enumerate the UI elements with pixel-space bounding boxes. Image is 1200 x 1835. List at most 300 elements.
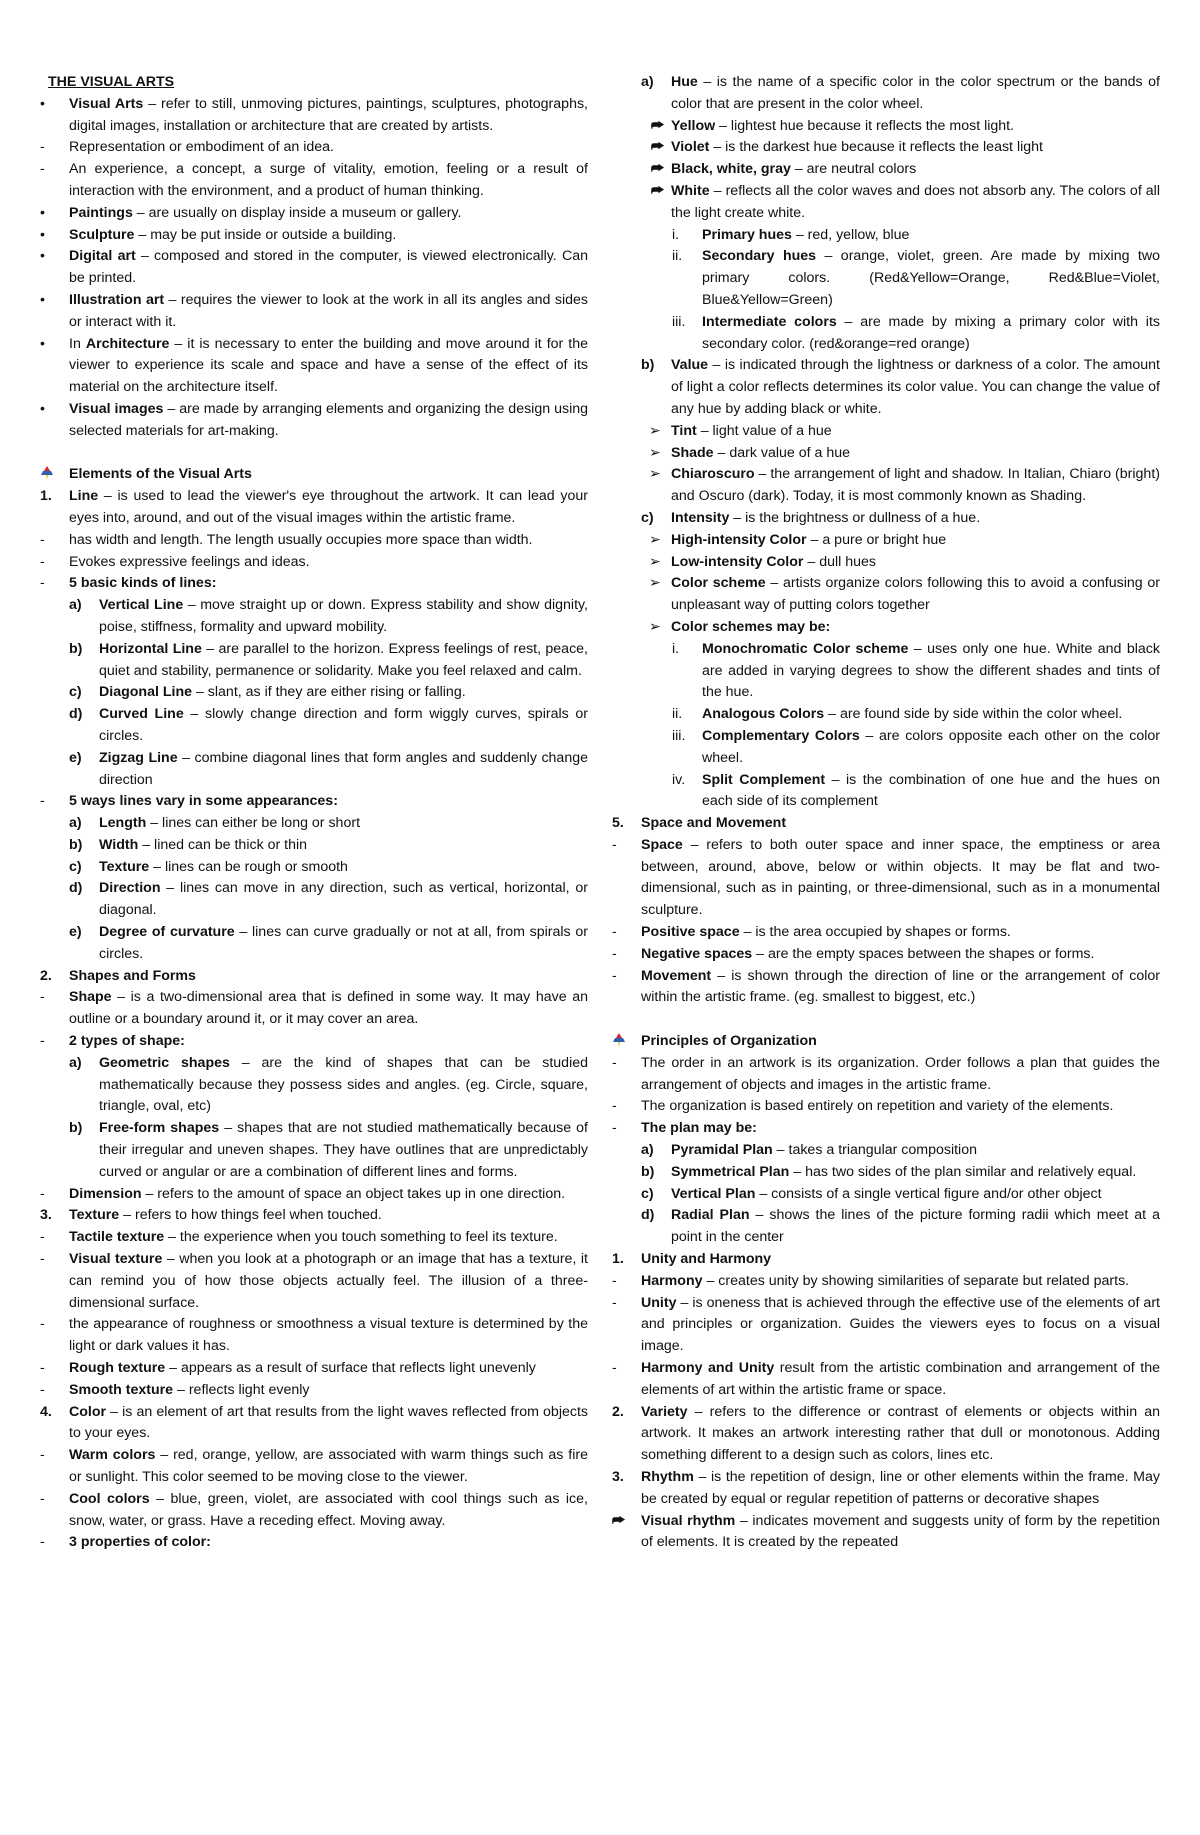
list-item	[612, 1140, 1160, 1162]
list-item	[40, 1184, 588, 1206]
list-item	[612, 1402, 1160, 1467]
arrow-bullet-icon: ⮫	[651, 117, 665, 134]
item-term: Variety	[641, 1403, 688, 1420]
item-text: – the arrangement of light and shadow. In Italian, Chiaro (bright) and Oscuro (dark). Today, it is most commonly known as Shading.	[671, 466, 1160, 505]
item-term: White	[671, 182, 710, 199]
item-text: – red, orange, yellow, are associated with warm things such as fire or sunlight. This color seemed to be moving close to the viewer.	[69, 1447, 588, 1485]
item-term: Shade	[671, 444, 714, 461]
arrow-bullet-icon: ➢	[649, 466, 661, 483]
item-text: The organization is based entirely on repetition and variety of the elements.	[641, 1098, 1114, 1115]
item-text: – light value of a hue	[696, 422, 832, 439]
item-term: Positive space	[641, 924, 740, 941]
list-item	[612, 1293, 1160, 1358]
list-item	[612, 1162, 1160, 1184]
list-item	[40, 595, 588, 639]
number-marker: 3.	[40, 1207, 52, 1224]
item-text: – are found side by side within the color wheel.	[824, 706, 1123, 723]
item-text: – slowly change direction and form wiggly curves, spirals or circles.	[99, 706, 588, 744]
roman-marker: i.	[672, 640, 680, 657]
list-item	[612, 159, 1160, 181]
item-term: Free-form shapes	[99, 1120, 220, 1137]
list-item	[40, 1489, 588, 1533]
list-item	[40, 486, 588, 530]
list-item	[612, 246, 1160, 311]
item-term: Line	[69, 488, 99, 505]
dash-marker: -	[40, 989, 45, 1006]
list-item	[612, 1271, 1160, 1293]
pushpin-icon	[612, 1033, 626, 1047]
item-text: – takes a triangular composition	[772, 1142, 977, 1159]
list-item	[40, 857, 588, 879]
item-text: – is the brightness or dullness of a hue.	[729, 509, 981, 526]
list-item	[612, 1184, 1160, 1206]
item-text: – shapes that are not studied mathematically because of their irregular and uneven shapes. They have outlines that are unpredictably curved or angular or are a combination of different lines and forms.	[99, 1120, 588, 1180]
item-term: Violet	[671, 139, 710, 156]
list-item	[612, 1096, 1160, 1118]
item-term: Chiaroscuro	[671, 466, 755, 483]
item-term: Principles of Organization	[641, 1033, 817, 1050]
item-term: Value	[671, 357, 709, 374]
item-term: Black, white, gray	[671, 161, 791, 178]
item-text: – refers to the difference or contrast of elements or objects within an artwork. It makes an artwork interesting rather that dull or monotonous. Adding something different to a design such as colors, lines etc.	[641, 1403, 1160, 1464]
item-text: – appears as a result of surface that reflects light unevenly	[165, 1360, 536, 1377]
item-term: Zigzag Line	[99, 749, 178, 766]
item-text: – refers to the amount of space an object takes up in one direction.	[141, 1185, 566, 1202]
list-item	[40, 94, 588, 138]
list-item	[40, 639, 588, 683]
item-term: Visual Arts	[69, 95, 144, 112]
arrow-bullet-icon: ➢	[649, 618, 661, 635]
bullet-icon: •	[40, 204, 45, 221]
item-term: Digital art	[69, 248, 136, 265]
list-item	[40, 1314, 588, 1358]
item-term: Length	[99, 815, 147, 832]
letter-marker: a)	[69, 815, 82, 832]
list-item	[40, 878, 588, 922]
letter-marker: c)	[69, 858, 82, 875]
item-text: – slant, as if they are either rising or falling.	[192, 684, 466, 701]
item-term: Intensity	[671, 509, 730, 526]
right-column	[612, 72, 1160, 1554]
item-text: – lined can be thick or thin	[138, 836, 308, 853]
list-item	[612, 443, 1160, 465]
item-term: Shape	[69, 989, 112, 1006]
letter-marker: a)	[69, 597, 82, 614]
item-term: Dimension	[69, 1185, 142, 1202]
list-item	[612, 137, 1160, 159]
roman-marker: iii.	[672, 313, 686, 330]
item-term: Harmony	[641, 1272, 703, 1289]
list-item	[612, 1118, 1160, 1140]
list-item	[612, 530, 1160, 552]
item-term: The plan may be:	[641, 1120, 757, 1137]
letter-marker: a)	[641, 74, 654, 90]
list-item	[612, 181, 1160, 225]
dash-marker: -	[40, 531, 45, 548]
list-item	[40, 682, 588, 704]
item-text: – is the darkest hue because it reflects the least light	[709, 139, 1043, 156]
item-text: – is a two-dimensional area that is defined in some way. It may have an outline or a boundary around it, or it may cover an area.	[69, 989, 588, 1028]
item-term: Elements of the Visual Arts	[69, 466, 252, 483]
item-term: 2 types of shape:	[69, 1033, 185, 1050]
section-heading	[40, 464, 588, 486]
dash-marker: -	[612, 1054, 617, 1071]
letter-marker: d)	[69, 880, 83, 897]
item-term: Space and Movement	[641, 815, 787, 832]
list-item	[40, 203, 588, 225]
document-title: THE VISUAL ARTS	[48, 74, 175, 90]
list-item	[40, 1445, 588, 1489]
number-marker: 1.	[40, 488, 52, 505]
list-item	[40, 813, 588, 835]
item-term: High-intensity Color	[671, 531, 807, 548]
blank-line	[612, 1009, 1160, 1031]
letter-marker: d)	[641, 1207, 655, 1224]
item-term: Primary hues	[702, 226, 792, 243]
item-term: Intermediate colors	[702, 313, 837, 330]
item-text: – is oneness that is achieved through the effective use of the elements of art and principles or organization. Guides the viewers eyes to focus on a visual image.	[641, 1294, 1160, 1355]
item-text: – orange, violet, green. Are made by mixing two primary colors. (Red&Yellow=Orange, Red&Blue=Violet, Blue&Yellow=Green)	[702, 248, 1160, 308]
list-item	[612, 552, 1160, 574]
item-term: Harmony and Unity	[641, 1360, 775, 1377]
item-term: Tactile texture	[69, 1229, 165, 1246]
bullet-icon: •	[40, 95, 45, 112]
item-text: – move straight up or down. Express stability and show dignity, poise, stiffness, formality and upward mobility.	[99, 597, 588, 635]
dash-marker: -	[40, 1381, 45, 1398]
roman-marker: ii.	[672, 248, 683, 265]
item-text: – dull hues	[803, 553, 876, 570]
list-item	[612, 116, 1160, 138]
item-text: – combine diagonal lines that form angles and suddenly change direction	[99, 749, 588, 788]
list-item	[40, 1053, 588, 1118]
arrow-bullet-icon: ➢	[649, 531, 661, 548]
list-item	[40, 1402, 588, 1446]
page-title	[40, 72, 588, 94]
letter-marker: d)	[69, 706, 83, 723]
bullet-icon: •	[40, 335, 45, 352]
list-item	[40, 159, 588, 203]
item-text: – blue, green, violet, are associated with cool things such as ice, snow, water, or grass. Have a receding effect. Moving away.	[69, 1490, 588, 1529]
list-item	[612, 1053, 1160, 1097]
letter-marker: b)	[641, 357, 655, 374]
item-prefix: In	[69, 335, 86, 352]
item-text: – shows the lines of the picture forming radii which meet at a point in the center	[671, 1207, 1160, 1246]
list-item	[40, 530, 588, 552]
roman-marker: ii.	[672, 706, 683, 723]
item-text: – is indicated through the lightness or darkness of a color. The amount of light a color reflects determines its color value. You can change the value of any hue by adding black or white.	[671, 357, 1160, 417]
dash-marker: -	[612, 836, 617, 853]
dash-marker: -	[40, 1316, 45, 1333]
item-text: – artists organize colors following this to avoid a confusing or unpleasant way of putting colors together	[671, 575, 1160, 614]
item-term: Vertical Plan	[671, 1185, 756, 1202]
list-item	[612, 770, 1160, 814]
list-item	[40, 987, 588, 1031]
item-term: Hue	[671, 74, 698, 90]
blank-line	[40, 443, 588, 465]
item-text: – may be put inside or outside a building.	[134, 226, 397, 243]
item-text: Evokes expressive feelings and ideas.	[69, 553, 310, 570]
dash-marker: -	[40, 161, 45, 178]
item-term: Visual rhythm	[641, 1512, 736, 1529]
arrow-bullet-icon: ⮫	[612, 1512, 626, 1529]
list-item	[40, 966, 588, 988]
item-text: – are made by mixing a primary color with its secondary color. (red&orange=red orange)	[702, 313, 1160, 352]
item-term: Pyramidal Plan	[671, 1142, 773, 1159]
roman-marker: i.	[672, 226, 680, 243]
item-term: Warm colors	[69, 1447, 156, 1464]
letter-marker: a)	[641, 1142, 654, 1159]
list-item	[612, 1249, 1160, 1271]
item-text: – refers to how things feel when touched.	[119, 1207, 382, 1224]
list-item	[40, 748, 588, 792]
list-item	[612, 835, 1160, 922]
item-term: Negative spaces	[641, 945, 753, 962]
number-marker: 1.	[612, 1251, 624, 1268]
item-term: Texture	[69, 1207, 120, 1224]
dash-marker: -	[40, 1185, 45, 1202]
item-text: – is shown through the direction of line or the arrangement of color within the artistic frame. (eg. smallest to biggest, etc.)	[641, 967, 1160, 1006]
list-item	[612, 704, 1160, 726]
item-text: – creates unity by showing similarities of separate but related parts.	[702, 1272, 1130, 1289]
item-term: Cool colors	[69, 1490, 150, 1507]
bullet-icon: •	[40, 400, 45, 417]
arrow-bullet-icon: ➢	[649, 422, 661, 439]
item-text: – is an element of art that results from the light waves reflected from objects to your eyes.	[69, 1403, 588, 1442]
item-text: – refer to still, unmoving pictures, paintings, sculptures, photographs, digital images, installation or architecture that are created by artists.	[69, 95, 588, 134]
arrow-bullet-icon: ➢	[649, 553, 661, 570]
item-term: Width	[99, 836, 139, 853]
item-term: Symmetrical Plan	[671, 1163, 790, 1180]
list-item	[612, 726, 1160, 770]
letter-marker: e)	[69, 924, 82, 941]
item-term: Rhythm	[641, 1469, 694, 1485]
list-item	[40, 1249, 588, 1314]
dash-marker: -	[612, 1120, 617, 1137]
list-item	[40, 1227, 588, 1249]
letter-marker: c)	[69, 684, 82, 701]
arrow-bullet-icon: ➢	[649, 575, 661, 592]
letter-marker: b)	[69, 1120, 83, 1137]
dash-marker: -	[612, 945, 617, 962]
item-text: – is the repetition of design, line or other elements within the frame. May be created by equal or regular repetition of patterns or decorative shapes	[641, 1469, 1160, 1507]
item-text: – lines can move in any direction, such as vertical, horizontal, or diagonal.	[99, 880, 588, 919]
item-term: Visual images	[69, 400, 164, 417]
arrow-bullet-icon: ⮫	[651, 161, 665, 178]
item-text: – lightest hue because it reflects the most light.	[715, 117, 1015, 134]
list-item	[612, 813, 1160, 835]
item-text: – refers to both outer space and inner space, the emptiness or area between, around, above, below or within objects. It may be flat and two-dimensional, such as in painting, or three-dimensional, such as in a monumental sculpture.	[641, 836, 1160, 919]
dash-marker: -	[40, 575, 45, 592]
item-text: – are made by arranging elements and organizing the design using selected materials for art-making.	[69, 400, 589, 439]
roman-marker: iv.	[672, 771, 686, 788]
bullet-icon: •	[40, 291, 45, 308]
list-item	[612, 922, 1160, 944]
dash-marker: -	[40, 1033, 45, 1050]
list-item	[612, 1467, 1160, 1511]
letter-marker: b)	[69, 836, 83, 853]
item-text: – are the kind of shapes that can be studied mathematically because they possess sides and angles. (eg. Circle, square, triangle, oval, etc)	[99, 1054, 588, 1115]
item-term: Yellow	[671, 117, 716, 134]
item-term: 5 basic kinds of lines:	[69, 575, 217, 592]
item-text: – indicates movement and suggests unity of form by the repetition of elements. It is created by the repeated	[641, 1512, 1160, 1551]
number-marker: 5.	[612, 815, 624, 832]
item-text: – composed and stored in the computer, is viewed electronically. Can be printed.	[69, 248, 588, 287]
item-text: – dark value of a hue	[713, 444, 851, 461]
item-term: Unity	[641, 1294, 677, 1311]
number-marker: 3.	[612, 1469, 624, 1485]
item-term: Horizontal Line	[99, 640, 202, 657]
dash-marker: -	[40, 1251, 45, 1268]
list-item	[612, 639, 1160, 704]
item-term: Illustration art	[69, 291, 165, 308]
item-text: – when you look at a photograph or an image that has a texture, it can remind you of how those objects actually feel. The illusion of a three-dimensional surface.	[69, 1251, 588, 1311]
list-item	[612, 617, 1160, 639]
list-item	[40, 399, 588, 443]
item-term: Texture	[99, 858, 150, 875]
item-text: – are the empty spaces between the shapes or forms.	[752, 945, 1095, 962]
item-term: Color scheme	[671, 575, 766, 592]
item-text: – reflects light evenly	[173, 1381, 310, 1398]
item-term: 3 properties of color:	[69, 1534, 211, 1551]
item-term: 5 ways lines vary in some appearances:	[69, 793, 338, 810]
letter-marker: e)	[69, 749, 82, 766]
list-item	[612, 464, 1160, 508]
dash-marker: -	[40, 793, 45, 810]
item-term: Direction	[99, 880, 161, 897]
dash-marker: -	[40, 1360, 45, 1377]
item-text: – is used to lead the viewer's eye throughout the artwork. It can lead your eyes into, around, and out of the visual images within the artistic frame.	[69, 488, 588, 526]
dash-marker: -	[40, 553, 45, 570]
number-marker: 4.	[40, 1403, 52, 1420]
item-text: – are parallel to the horizon. Express feelings of rest, peace, quiet and stability, permanence or solidarity. Make you feel relaxed and calm.	[99, 640, 588, 679]
roman-marker: iii.	[672, 727, 686, 744]
letter-marker: b)	[69, 640, 83, 657]
item-text: – lines can be rough or smooth	[149, 858, 348, 875]
list-item	[612, 1205, 1160, 1249]
item-text: Representation or embodiment of an idea.	[69, 139, 334, 156]
arrow-bullet-icon: ⮫	[651, 139, 665, 156]
letter-marker: c)	[641, 509, 654, 526]
item-text: – uses only one hue. White and black are added in varying degrees to show the different shades and tints of the hue.	[702, 640, 1160, 701]
item-text: – lines can curve gradually or not at all, from spirals or circles.	[99, 924, 588, 962]
list-item	[40, 1205, 588, 1227]
list-item	[40, 552, 588, 574]
item-term: Vertical Line	[99, 597, 184, 614]
item-term: Architecture	[85, 335, 170, 352]
dash-marker: -	[612, 1272, 617, 1289]
item-term: Space	[641, 836, 683, 853]
list-item	[612, 225, 1160, 247]
list-item	[40, 225, 588, 247]
dash-marker: -	[612, 1360, 617, 1377]
item-text: – is the combination of one hue and the hues on each side of its complement	[702, 771, 1160, 810]
arrow-bullet-icon: ➢	[649, 444, 661, 461]
list-item	[40, 1380, 588, 1402]
item-term: Monochromatic Color scheme	[702, 640, 909, 657]
item-term: Movement	[641, 967, 712, 984]
letter-marker: a)	[69, 1054, 82, 1071]
item-term: Smooth texture	[69, 1381, 174, 1398]
dash-marker: -	[612, 924, 617, 941]
item-term: Degree of curvature	[99, 924, 235, 941]
item-term: Tint	[671, 422, 697, 439]
list-item	[612, 312, 1160, 356]
item-text: – red, yellow, blue	[791, 226, 910, 243]
item-text: – lines can either be long or short	[146, 815, 361, 832]
list-item	[40, 1031, 588, 1053]
item-text: The order in an artwork is its organization. Order follows a plan that guides the arrangement of objects and images in the artistic frame.	[641, 1054, 1160, 1093]
item-term: Geometric shapes	[99, 1054, 230, 1071]
dash-marker: -	[612, 1294, 617, 1311]
list-item	[40, 835, 588, 857]
item-term: Color	[69, 1403, 107, 1420]
item-text: – are usually on display inside a museum or gallery.	[132, 204, 462, 221]
dash-marker: -	[40, 1229, 45, 1246]
list-item	[612, 1511, 1160, 1555]
item-text: – consists of a single vertical figure and/or other object	[755, 1185, 1102, 1202]
bullet-icon: •	[40, 248, 45, 265]
item-term: Split Complement	[702, 771, 826, 788]
list-item	[612, 1358, 1160, 1402]
item-text: result from the artistic combination and arrangement of the elements of art within the artistic frame or space.	[641, 1360, 1160, 1398]
list-item	[40, 791, 588, 813]
list-item	[612, 72, 1160, 116]
list-item	[40, 922, 588, 966]
list-item	[612, 944, 1160, 966]
dash-marker: -	[40, 139, 45, 156]
list-item	[40, 290, 588, 334]
list-item	[612, 508, 1160, 530]
dash-marker: -	[40, 1534, 45, 1551]
item-text: An experience, a concept, a surge of vitality, emotion, feeling or a result of interaction with the environment, and a product of human thinking.	[69, 161, 588, 199]
item-term: Secondary hues	[702, 248, 817, 265]
number-marker: 2.	[40, 967, 52, 984]
letter-marker: b)	[641, 1163, 655, 1180]
item-term: Radial Plan	[671, 1207, 750, 1224]
item-text: – reflects all the color waves and does not absorb any. The colors of all the light create white.	[671, 182, 1160, 221]
list-item	[40, 1358, 588, 1380]
bullet-icon: •	[40, 226, 45, 243]
letter-marker: c)	[641, 1185, 654, 1202]
item-text: – requires the viewer to look at the work in all its angles and sides or interact with it.	[69, 291, 588, 330]
item-text: – is the name of a specific color in the color spectrum or the bands of color that are present in the color wheel.	[671, 74, 1160, 112]
pushpin-icon	[40, 466, 54, 480]
item-term: Unity and Harmony	[641, 1251, 772, 1268]
item-text: – the experience when you touch something to feel its texture.	[164, 1229, 558, 1246]
dash-marker: -	[612, 1098, 617, 1115]
list-item	[612, 355, 1160, 420]
list-item	[612, 421, 1160, 443]
item-term: Low-intensity Color	[671, 553, 804, 570]
dash-marker: -	[40, 1447, 45, 1464]
item-text: – are colors opposite each other on the color wheel.	[702, 727, 1160, 766]
list-item	[40, 334, 588, 399]
item-text: – is the area occupied by shapes or forms.	[739, 924, 1011, 941]
list-item	[40, 137, 588, 159]
item-text: has width and length. The length usually occupies more space than width.	[69, 531, 533, 548]
item-term: Complementary Colors	[702, 727, 860, 744]
item-term: Sculpture	[69, 226, 135, 243]
item-text: – are neutral colors	[790, 161, 917, 178]
dash-marker: -	[612, 967, 617, 984]
list-item	[40, 1532, 588, 1554]
item-text: – has two sides of the plan similar and relatively equal.	[789, 1163, 1137, 1180]
list-item	[40, 573, 588, 595]
dash-marker: -	[40, 1490, 45, 1507]
list-item	[40, 1118, 588, 1183]
left-column	[40, 72, 588, 1554]
item-term: Curved Line	[99, 706, 184, 723]
